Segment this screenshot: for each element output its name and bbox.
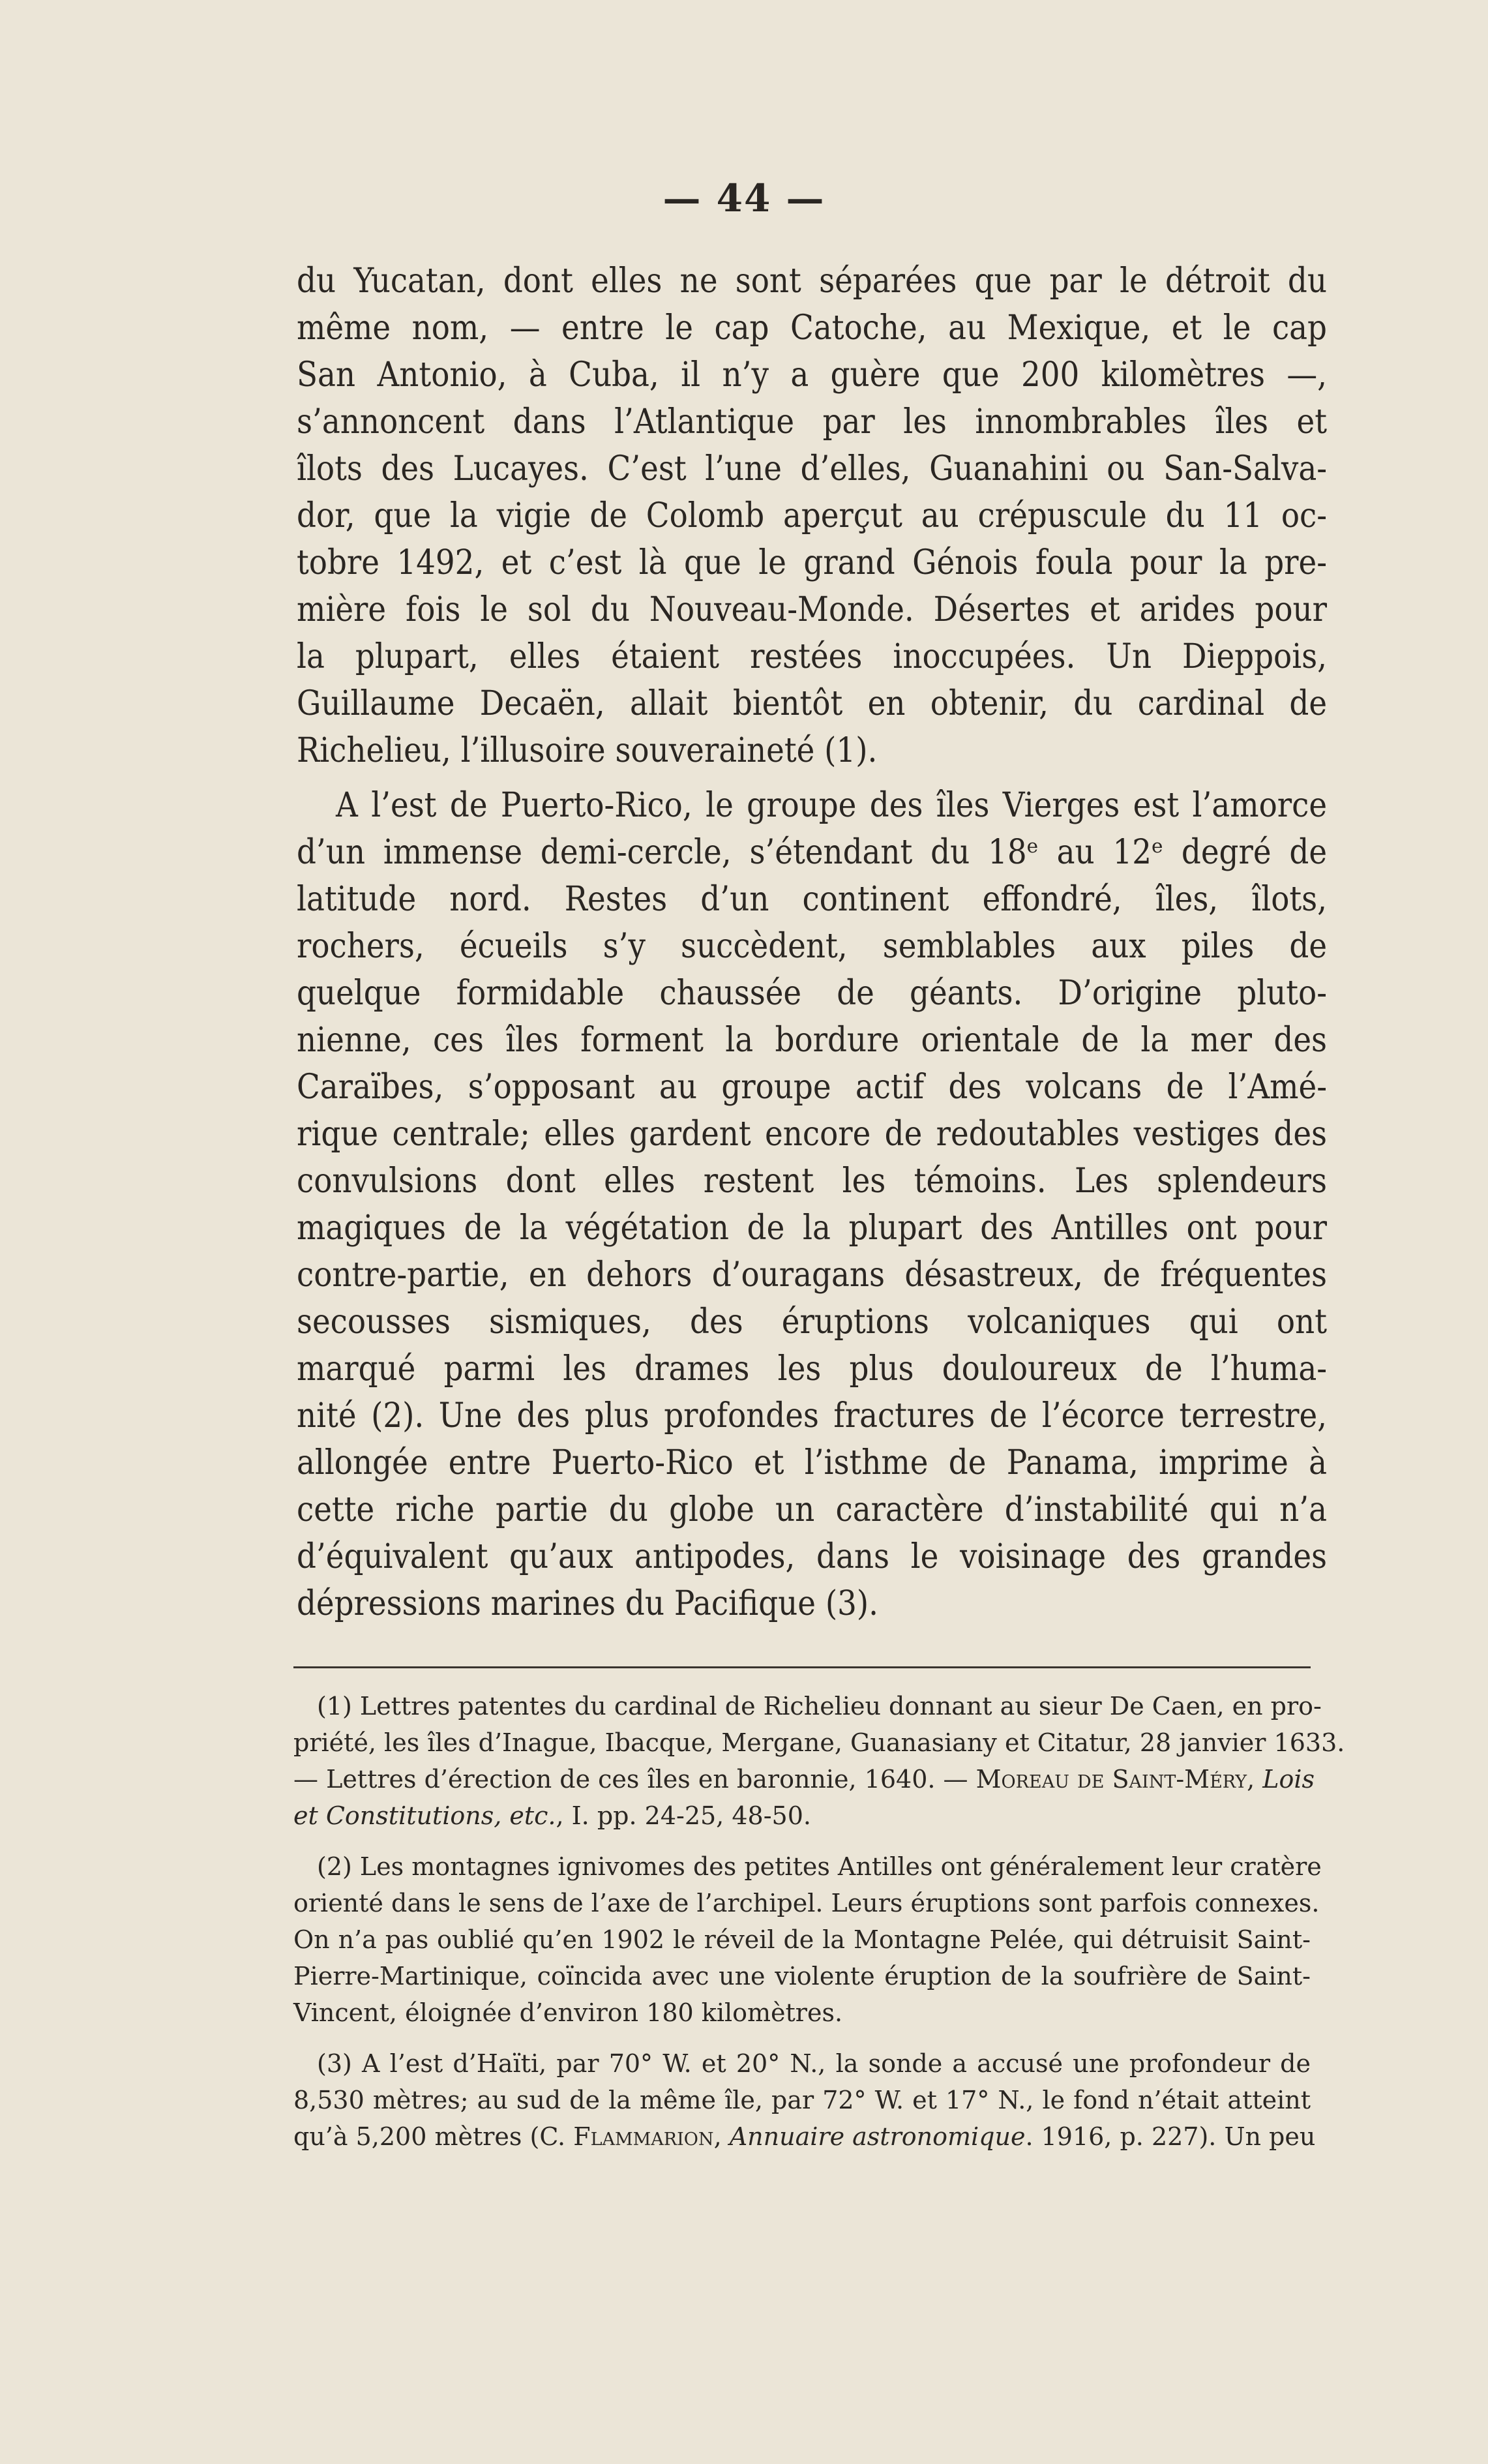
text-line: du Yucatan, dont elles ne sont séparées que par le détroit du xyxy=(297,262,1327,301)
text-line: mière fois le sol du Nouveau-Monde. Désertes et arides pour xyxy=(297,590,1327,629)
text-line: San Antonio, à Cuba, il n’y a guère que 200 kilomètres —, xyxy=(297,355,1327,395)
text-line: cette riche partie du globe un caractère d’instabilité qui n’a xyxy=(297,1490,1327,1529)
footnote-line: (2) Les montagnes ignivomes des petites Antilles ont généralement leur cratère xyxy=(317,1852,1322,1881)
footnote-text: , I. pp. 24-25, 48-50. xyxy=(556,1801,811,1830)
text-line: dor, que la vigie de Colomb aperçut au crépuscule du 11 oc- xyxy=(297,496,1327,535)
text-line: nité (2). Une des plus profondes fractures de l’écorce terrestre, xyxy=(297,1396,1327,1435)
text-line: secousses sismiques, des éruptions volcaniques qui ont xyxy=(297,1302,1327,1342)
text-line: tobre 1492, et c’est là que le grand Génois foula pour la pre- xyxy=(297,543,1327,582)
footnote-3 xyxy=(293,2045,1316,2155)
footnote-line: Pierre-Martinique, coïncida avec une violente éruption de la soufrière de Saint- xyxy=(293,1962,1311,1991)
footnote-line: (1) Lettres patentes du cardinal de Richelieu donnant au sieur De Caen, en pro- xyxy=(317,1692,1322,1720)
text-line: marqué parmi les drames les plus douloureux de l’huma- xyxy=(297,1349,1327,1389)
author-name: Moreau de Saint-Méry xyxy=(975,1765,1247,1794)
text-line: A l’est de Puerto-Rico, le groupe des îles Vierges est l’amorce xyxy=(336,786,1327,825)
footnote-line: Vincent, éloignée d’environ 180 kilomètres. xyxy=(293,1998,843,2027)
text-line: d’un immense demi-cercle, s’étendant du 18ᵉ au 12ᵉ degré de xyxy=(297,833,1327,872)
text-line: Guillaume Decaën, allait bientôt en obtenir, du cardinal de xyxy=(297,684,1327,723)
footnote-text: , xyxy=(1247,1765,1263,1794)
page-number: — 44 — xyxy=(662,176,826,220)
footnotes xyxy=(293,1688,1345,2155)
footnote-text: . 1916, p. 227). Un peu xyxy=(1025,2122,1316,2151)
text-line: magiques de la végétation de la plupart des Antilles ont pour xyxy=(297,1209,1327,1248)
footnote-text: , xyxy=(713,2122,730,2151)
footnote-text: qu’à 5,200 mètres (C. xyxy=(293,2122,574,2151)
text-line: allongée entre Puerto-Rico et l’isthme de Panama, imprime à xyxy=(297,1443,1327,1482)
footnote-2 xyxy=(293,1848,1322,2031)
text-line: convulsions dont elles restent les témoins. Les splendeurs xyxy=(297,1162,1327,1201)
work-title: Lois xyxy=(1262,1765,1315,1794)
text-line: la plupart, elles étaient restées inoccupées. Un Dieppois, xyxy=(297,637,1327,676)
footnote-line: 8,530 mètres; au sud de la même île, par 72° W. et 17° N., le fond n’était atteint xyxy=(293,2086,1311,2114)
text-line: rochers, écueils s’y succèdent, semblables aux piles de xyxy=(297,927,1327,966)
text-line: contre-partie, en dehors d’ouragans désastreux, de fréquentes xyxy=(297,1255,1327,1295)
footnote-line xyxy=(293,1797,1311,1834)
footnote-line xyxy=(293,1761,1315,1797)
work-title: et Constitutions, etc. xyxy=(293,1801,556,1830)
author-name: Flammarion xyxy=(573,2122,714,2151)
text-line: Caraïbes, s’opposant au groupe actif des volcans de l’Amé- xyxy=(297,1068,1327,1107)
text-line: Richelieu, l’illusoire souveraineté (1). xyxy=(297,731,878,770)
text-line: rique centrale; elles gardent encore de redoutables vestiges des xyxy=(297,1115,1327,1154)
footnote-divider xyxy=(293,1666,1311,1668)
text-line: îlots des Lucayes. C’est l’une d’elles, Guanahini ou San-Salva- xyxy=(297,449,1327,488)
footnote-1 xyxy=(293,1688,1345,1834)
body-text xyxy=(297,258,1327,1627)
text-line: latitude nord. Restes d’un continent effondré, îles, îlots, xyxy=(297,880,1327,919)
text-line: nienne, ces îles forment la bordure orientale de la mer des xyxy=(297,1021,1327,1060)
paragraph-2 xyxy=(297,782,1327,1627)
footnote-line: orienté dans le sens de l’axe de l’archipel. Leurs éruptions sont parfois connexes. xyxy=(293,1889,1320,1917)
work-title: Annuaire astronomique xyxy=(729,2122,1026,2151)
text-line: d’équivalent qu’aux antipodes, dans le voisinage des grandes xyxy=(297,1537,1327,1576)
text-line: même nom, — entre le cap Catoche, au Mexique, et le cap xyxy=(297,308,1327,348)
footnote-line: priété, les îles d’Inague, Ibacque, Mergane, Guanasiany et Citatur, 28 janvier 1633. xyxy=(293,1728,1345,1757)
footnote-text: — Lettres d’érection de ces îles en baronnie, 1640. — xyxy=(293,1765,976,1794)
footnote-line xyxy=(293,2118,1316,2155)
footnote-line: On n’a pas oublié qu’en 1902 le réveil de la Montagne Pelée, qui détruisit Saint- xyxy=(293,1925,1311,1954)
text-line: dépressions marines du Pacifique (3). xyxy=(297,1584,878,1623)
paragraph-1 xyxy=(297,258,1327,774)
footnote-line: (3) A l’est d’Haïti, par 70° W. et 20° N., la sonde a accusé une profondeur de xyxy=(317,2049,1311,2078)
text-line: quelque formidable chaussée de géants. D’origine pluto- xyxy=(297,974,1327,1013)
text-line: s’annoncent dans l’Atlantique par les innombrables îles et xyxy=(297,402,1327,442)
